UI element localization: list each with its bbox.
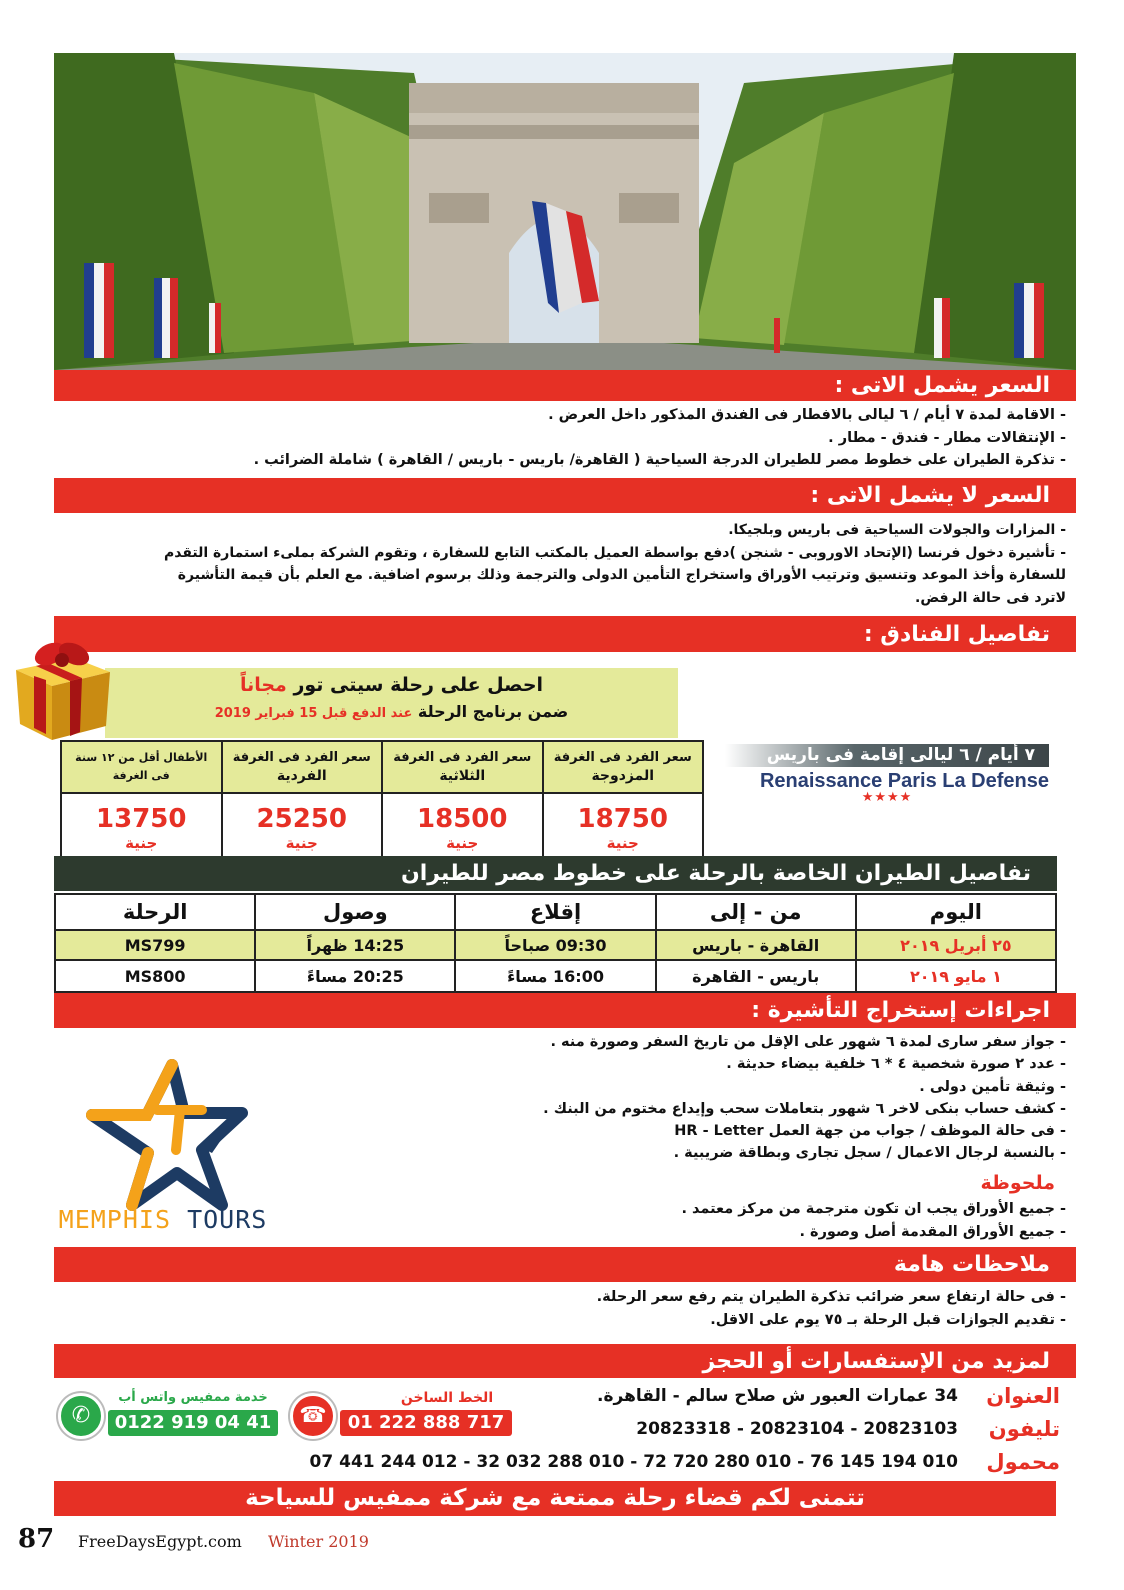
whatsapp-number[interactable]: 0122 919 04 41	[108, 1410, 278, 1436]
visa-item: - فى حالة الموظف / جواب من جهة العمل HR - Letter	[674, 1123, 1066, 1140]
contact-labels	[960, 1380, 1060, 1479]
price-value: 25250	[256, 804, 347, 834]
gift-box-icon	[2, 628, 120, 746]
visa-note-title: ملحوظة	[980, 1172, 1055, 1194]
hotel-name: Renaissance Paris La Defense	[759, 770, 1049, 792]
excludes-title-bar	[54, 478, 1076, 513]
excludes-item: - تأشيرة دخول فرنسا (الإتحاد الاوروبى - شنجن )دفع بواسطة العميل بالمكتب التابع للسفارة ، وتقوم الشركة بملىء استمارة التقدم	[163, 544, 1066, 561]
price-cell	[382, 793, 543, 863]
promo-text: ضمن برنامج الرحلة	[417, 702, 569, 721]
phone-value: 20823103 - 20823104 - 20823318	[636, 1419, 958, 1439]
visa-title: اجراءات إستخراج التأشيرة :	[751, 998, 1050, 1023]
flights-title: تفاصيل الطيران الخاصة بالرحلة على خطوط مصر للطيران	[400, 861, 1031, 886]
flights-title-bar	[54, 856, 1057, 891]
includes-title: السعر يشمل الاتى :	[834, 373, 1050, 398]
flight-row	[55, 960, 1056, 992]
flight-number: MS799	[55, 930, 255, 960]
excludes-item: - المزارات والجولات السياحية فى باريس وبلجيكا.	[728, 522, 1066, 538]
price-cell	[543, 793, 704, 863]
visa-item: - كشف حساب بنكى لاخر ٦ شهور بتعاملات سحب وإيداع مختوم من البنك .	[543, 1100, 1066, 1117]
whatsapp-title: خدمة ممفيس واتس أب	[118, 1390, 268, 1405]
important-title-bar	[54, 1247, 1076, 1282]
contact-title-bar	[54, 1344, 1076, 1378]
price-header-single	[222, 741, 383, 793]
hotel-stars-icon: ★★★★	[861, 790, 913, 805]
page-number: 87	[18, 1524, 55, 1554]
phone-icon: ☎	[290, 1393, 336, 1439]
important-list	[54, 1286, 1076, 1331]
header-line: المزدوجة	[591, 767, 655, 784]
price-currency: جنية	[606, 834, 639, 852]
price-value: 13750	[96, 804, 187, 834]
header-line: سعر الفرد فى الغرفة	[232, 749, 371, 765]
address-value: 34 عمارات العبور ش صلاح سالم - القاهرة.	[597, 1386, 958, 1406]
header-line: الأطفال أقل من ١٢ سنة	[75, 751, 208, 764]
flight-header-day: اليوم	[856, 894, 1056, 930]
promo-text: احصل على رحلة سيتى تور	[293, 674, 544, 696]
excludes-list	[54, 519, 1076, 609]
visa-item: - بالنسبة لرجال الاعمال / سجل تجارى وبطاقة ضريبية .	[673, 1145, 1066, 1162]
whatsapp-badge[interactable]	[58, 1390, 280, 1440]
excludes-item: للسفارة وأخذ الموعد وتنسيق وترتيب الأوراق واستخراج التأمين الدولى والترجمة وذلك برسوم اضافية. مع العلم بأن قيمة التأشيرة	[177, 567, 1066, 583]
includes-list	[54, 404, 1076, 472]
price-currency: جنية	[285, 834, 318, 852]
promo-deadline: عند الدفع قبل 15 فبراير 2019	[214, 706, 413, 721]
includes-title-bar	[54, 370, 1076, 401]
phone-label: تليفون	[988, 1417, 1060, 1441]
visa-item: - جواز سفر سارى لمدة ٦ شهور على الإقل من تاريخ السفر وصورة منه .	[550, 1034, 1066, 1050]
city-tour-promo	[105, 668, 678, 738]
hotline-number[interactable]: 01 222 888 717	[340, 1410, 512, 1436]
memphis-tours-wordmark	[52, 1205, 274, 1234]
price-value: 18750	[577, 804, 668, 834]
flight-header-route: من - إلى	[656, 894, 856, 930]
flight-table	[54, 893, 1057, 993]
flight-number: MS800	[55, 960, 255, 992]
hotline-badge[interactable]	[290, 1390, 516, 1440]
flight-departure: 09:30 صباحاً	[455, 930, 655, 960]
important-item: - تقديم الجوازات قبل الرحلة بـ ٧٥ يوم على الاقل.	[710, 1311, 1066, 1328]
stay-duration-band: ٧ أيام / ٦ ليالى إقامة فى باريس	[725, 744, 1049, 767]
logo-text-b: TOURS	[187, 1205, 268, 1234]
mobile-value: 010 194 145 76 - 010 280 720 72 - 010 288 032 32 - 012 244 441 07	[309, 1452, 958, 1472]
hero-photo	[54, 53, 1076, 370]
excludes-item: لاترد فى حالة الرفض.	[915, 589, 1066, 606]
flight-header-row	[55, 894, 1056, 930]
price-table	[60, 740, 704, 864]
header-line: الثلاثية	[439, 767, 486, 784]
flight-route: القاهرة - باريس	[656, 930, 856, 960]
visa-title-bar	[54, 993, 1076, 1028]
flight-route: باريس - القاهرة	[656, 960, 856, 992]
promo-line-2	[105, 702, 678, 721]
price-currency: جنية	[446, 834, 479, 852]
includes-item: - تذكرة الطيران على خطوط مصر للطيران الدرجة السياحية ( القاهرة/ باريس - باريس / القاهرة ) شاملة الضرائب .	[253, 452, 1066, 468]
hotels-title-bar	[54, 616, 1076, 652]
visa-note: - جميع الأوراق يجب ان تكون مترجمة من مركز معتمد .	[681, 1201, 1066, 1217]
header-line: الفردية	[276, 767, 327, 784]
season-label: Winter 2019	[268, 1532, 369, 1551]
flight-header-departure: إقلاع	[455, 894, 655, 930]
flight-arrival: 14:25 ظهراً	[255, 930, 455, 960]
mobile-label: محمول	[986, 1450, 1060, 1474]
includes-item: - الاقامة لمدة ٧ أيام / ٦ ليالى بالافطار فى الفندق المذكور داخل العرض .	[548, 407, 1066, 423]
header-line: سعر الفرد فى الغرفة	[553, 749, 692, 765]
flight-arrival: 20:25 مساءً	[255, 960, 455, 992]
price-value-row	[61, 793, 703, 863]
promo-free: مجاناً	[239, 674, 287, 696]
visa-item: - وثيقة تأمين دولى .	[919, 1078, 1066, 1095]
important-item: - فى حالة ارتفاع سعر ضرائب تذكرة الطيران يتم رفع سعر الرحلة.	[596, 1289, 1066, 1305]
price-cell	[61, 793, 222, 863]
price-header-double	[543, 741, 704, 793]
header-line: سعر الفرد فى الغرفة	[393, 749, 532, 765]
visa-note: - جميع الأوراق المقدمة أصل وصورة .	[799, 1223, 1066, 1240]
flight-header-flight: الرحلة	[55, 894, 255, 930]
important-title: ملاحظات هامة	[893, 1252, 1050, 1277]
flight-day: ٢٥ أبريل ٢٠١٩	[856, 930, 1056, 960]
excludes-title: السعر لا يشمل الاتى :	[810, 483, 1050, 508]
flight-day: ١ مايو ٢٠١٩	[856, 960, 1056, 992]
flight-row	[55, 930, 1056, 960]
address-label: العنوان	[986, 1384, 1060, 1408]
price-cell	[222, 793, 383, 863]
slogan-bar: تتمنى لكم قضاء رحلة ممتعة مع شركة ممفيس للسياحة	[54, 1481, 1056, 1516]
header-line: فى الغرفة	[112, 769, 170, 782]
visa-item: - عدد ٢ صورة شخصية ٤ * ٦ خلفية بيضاء حديثة .	[726, 1056, 1066, 1073]
includes-item: - الإنتقالات مطار - فندق - مطار .	[828, 429, 1066, 446]
price-currency: جنية	[125, 834, 158, 852]
logo-text-a: MEMPHIS	[58, 1205, 172, 1234]
contact-title: لمزيد من الإستفسارات أو الحجز	[702, 1348, 1050, 1374]
hotels-title: تفاصيل الفنادق :	[863, 621, 1050, 647]
hotline-title: الخط الساخن	[400, 1390, 494, 1406]
arc-de-triomphe-image	[54, 53, 1076, 370]
flight-departure: 16:00 مساءً	[455, 960, 655, 992]
whatsapp-icon: ✆	[58, 1393, 104, 1439]
site-name: FreeDaysEgypt.com	[78, 1532, 242, 1551]
price-header-child	[61, 741, 222, 793]
price-header-triple	[382, 741, 543, 793]
promo-line-1	[105, 674, 678, 696]
price-value: 18500	[417, 804, 508, 834]
price-header-row	[61, 741, 703, 793]
flight-header-arrival: وصول	[255, 894, 455, 930]
